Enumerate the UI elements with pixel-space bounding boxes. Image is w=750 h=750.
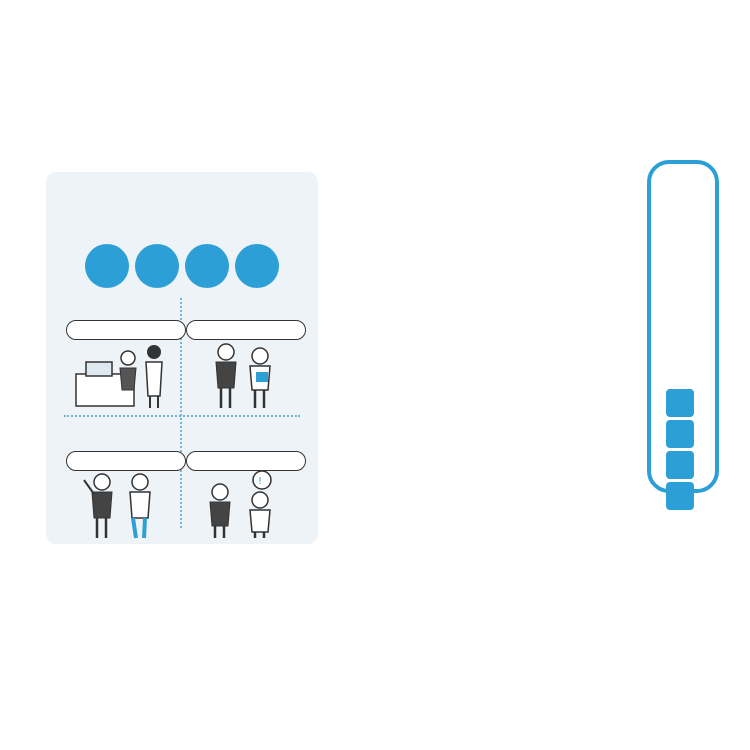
element-circle-challenge	[185, 244, 229, 288]
top-wave-divider	[0, 120, 750, 132]
illustration-two-colleagues	[80, 472, 170, 540]
element-circle-help	[135, 244, 179, 288]
element-circle-new	[235, 244, 279, 288]
heading-pill-challenge	[666, 451, 694, 479]
heading-pill-help	[666, 420, 694, 448]
illustration-helping-coworker	[200, 340, 290, 410]
speech-bubble-help	[186, 320, 306, 340]
element-circle-talk	[85, 244, 129, 288]
heading-pill-talk	[666, 389, 694, 417]
illustration-office-desk	[70, 340, 174, 410]
svg-text:!: !	[258, 476, 263, 487]
speech-bubble-speak	[66, 320, 186, 340]
speech-bubble-challenge	[66, 451, 186, 471]
element-circles	[85, 244, 275, 294]
speech-bubble-innovate	[186, 451, 306, 471]
quadrant-divider-horizontal	[64, 415, 300, 417]
heading-pill-new	[666, 482, 694, 510]
illustration-brainstorm	[200, 470, 290, 540]
bottom-wave-divider	[0, 620, 750, 632]
